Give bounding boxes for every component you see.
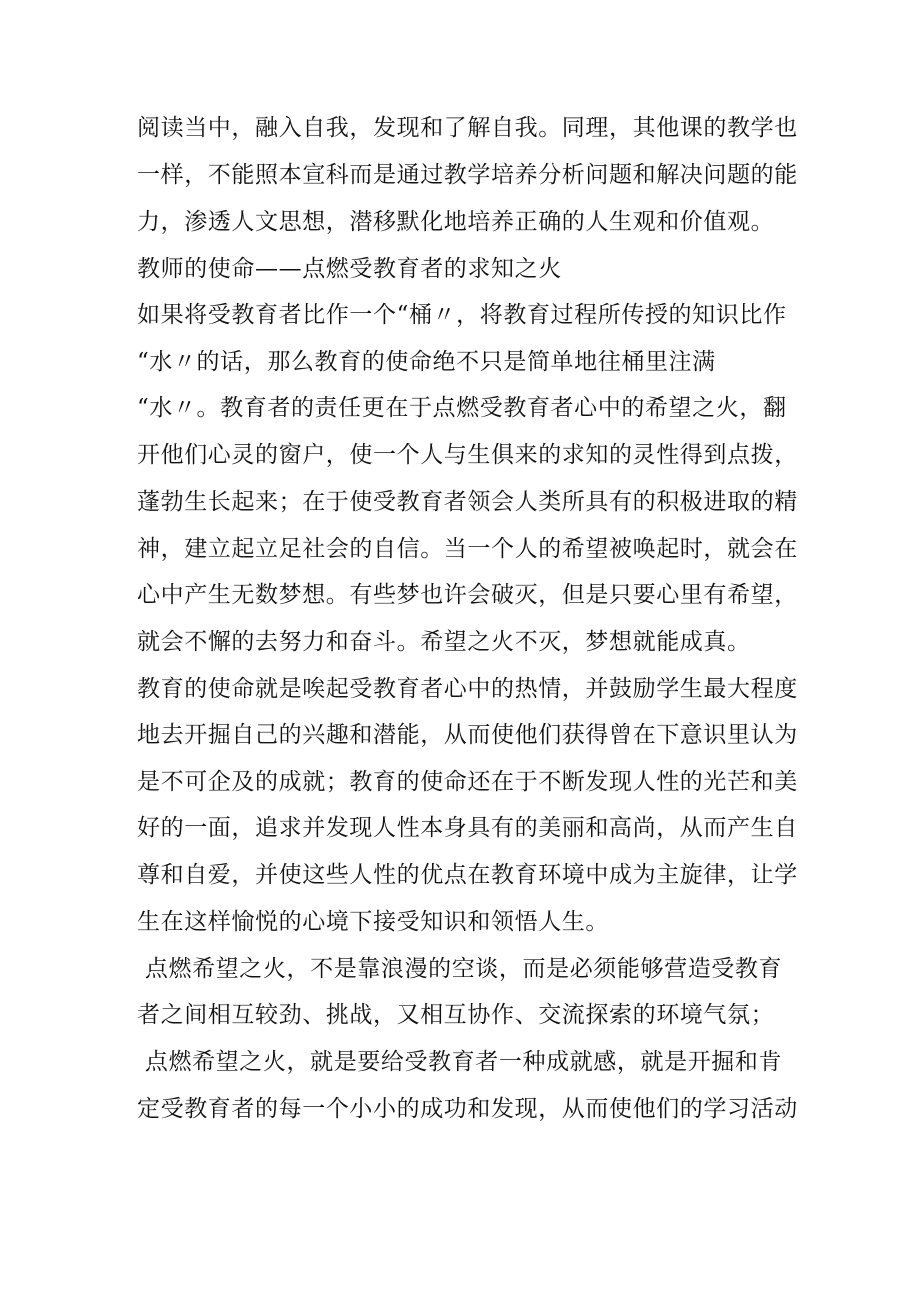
text-line: 地去开掘自己的兴趣和潜能，从而使他们获得曾在下意识里认为 (137, 722, 798, 748)
text-line: 尊和自爱，并使这些人性的优点在教育环境中成为主旋律，让学 (137, 862, 798, 888)
text-line: 开他们心灵的窗户，使一个人与生俱来的求知的灵性得到点拨， (137, 442, 798, 468)
text-line: 点燃希望之火，不是靠浪漫的空谈，而是必须能够营造受教育 (137, 956, 783, 982)
text-line: 是不可企及的成就；教育的使命还在于不断发现人性的光芒和美 (137, 769, 798, 795)
text-line: 就会不懈的去努力和奋斗。希望之火不灭，梦想就能成真。 (137, 629, 751, 655)
text-line: 教育的使命就是唉起受教育者心中的热情，并鼓励学生最大程度 (137, 676, 798, 702)
text-line: 者之间相互较劲、挑战，又相互协作、交流探索的环境气氛； (137, 1002, 775, 1028)
text-line: 点燃希望之火，就是要给受教育者一种成就感，就是开掘和肯 (137, 1049, 783, 1075)
text-line: 力，渗透人文思想，潜移默化地培养正确的人生观和价值观。 (137, 209, 775, 235)
text-line: 阅读当中，融入自我，发现和了解自我。同理，其他课的教学也 (137, 115, 798, 141)
text-line: 如果将受教育者比作一个“桶〃，将教育过程所传授的知识比作 (137, 302, 787, 328)
section-heading: 教师的使命——点燃受教育者的求知之火 (137, 256, 562, 282)
text-line: 定受教育者的每一个小小的成功和发现，从而使他们的学习活动 (137, 1096, 798, 1122)
text-line: 好的一面，追求并发现人性本身具有的美丽和高尚，从而产生自 (137, 815, 798, 841)
text-line: 神，建立起立足社会的自信。当一个人的希望被唤起时，就会在 (137, 536, 798, 562)
text-line: 生在这样愉悦的心境下接受知识和领悟人生。 (137, 909, 609, 935)
text-line: 一样，不能照本宣科而是通过教学培养分析问题和解决问题的能 (137, 162, 798, 188)
text-line: “水〃的话，那么教育的使命绝不只是简单地往桶里注满 (137, 349, 716, 375)
text-line: “水〃。教育者的责任更在于点燃受教育者心中的希望之火，翻 (137, 395, 787, 421)
text-line: 心中产生无数梦想。有些梦也许会破灭，但是只要心里有希望， (137, 582, 798, 608)
text-line: 蓬勃生长起来；在于使受教育者领会人类所具有的积极进取的精 (137, 489, 798, 515)
